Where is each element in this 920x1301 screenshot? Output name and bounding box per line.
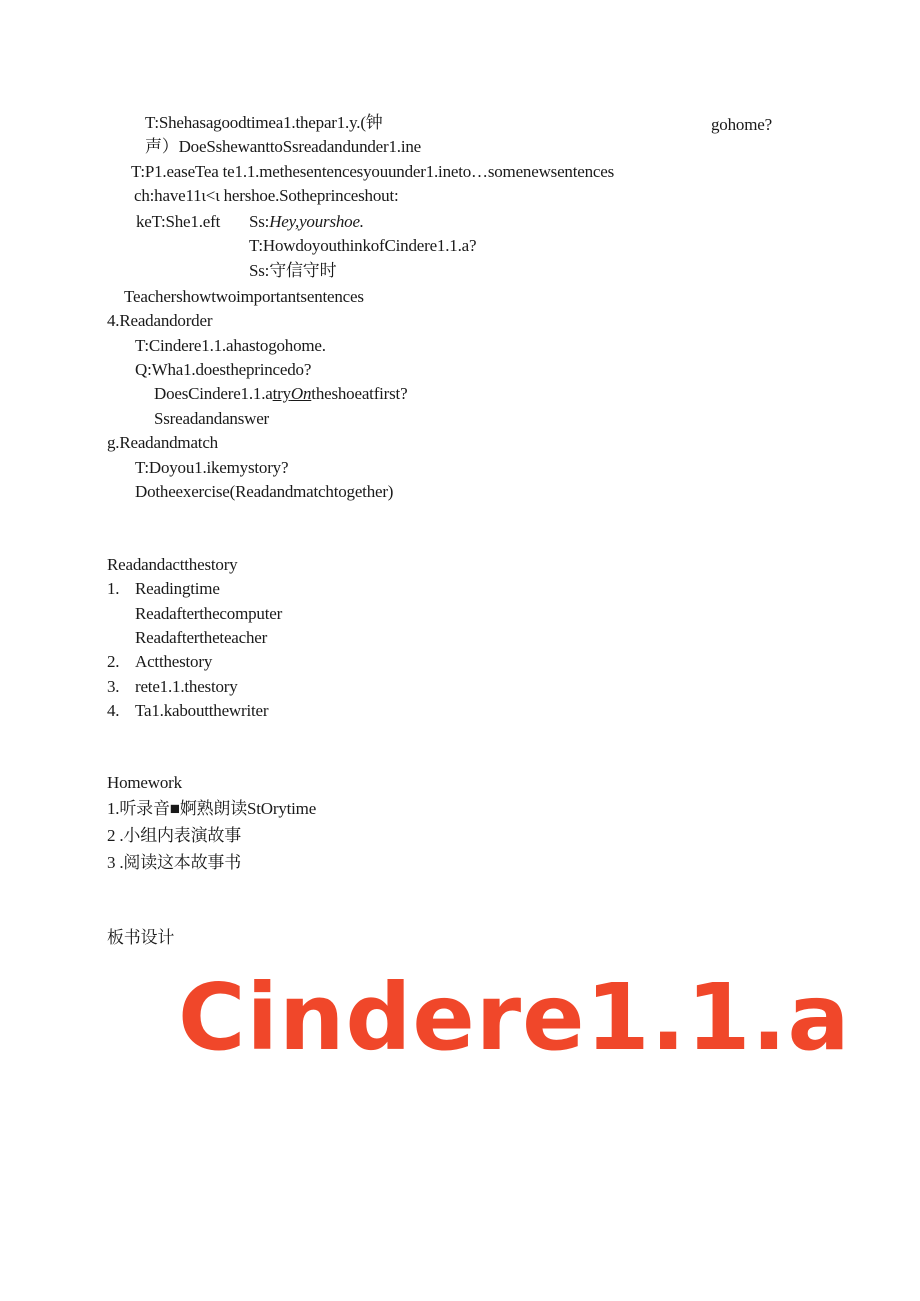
text-line: T:HowdoyouthinkofCindere1.1.a?: [249, 236, 477, 255]
text-line: Dotheexercise(Readandmatchtogether): [135, 482, 394, 501]
underlined-italic-word: On: [290, 384, 312, 403]
section-heading: 板书设计: [107, 928, 175, 947]
speaker-label: Ss:: [249, 212, 270, 231]
text-line: T:Cindere1.1.ahastogohome.: [135, 336, 326, 355]
text-line: ch:have11ι<ι hershoe.Sotheprinceshout:: [134, 186, 399, 205]
text-line: 声）DoeSshewanttoSsreadandunder1.ine: [145, 137, 421, 156]
section-heading: 4.Readandorder: [107, 311, 213, 330]
list-item-text: Readingtime: [135, 579, 220, 598]
list-subitem: Readaftertheteacher: [135, 628, 268, 647]
text-line: DoesCindere1.1.atryOntheshoeatfirst?: [154, 384, 408, 403]
list-subitem: Readafterthecomputer: [135, 604, 283, 623]
text-line: Q:Wha1.doestheprincedo?: [135, 360, 312, 379]
list-item-text: Actthestory: [135, 652, 213, 671]
homework-item: 2 .小组内表演故事: [107, 826, 241, 845]
list-item-text: rete1.1.thestory: [135, 677, 238, 696]
text-line: T:P1.easeTea te1.1.methesentencesyouunder1.ineto…somenewsentences: [131, 162, 614, 181]
text-line: Teachershowtwoimportantsentences: [124, 287, 364, 306]
italic-phrase: Hey,yourshoe.: [269, 212, 364, 231]
list-item: [107, 579, 119, 599]
section-heading: g.Readandmatch: [107, 433, 218, 452]
list-number: 2.: [107, 652, 120, 671]
text-line: gohome?: [711, 115, 772, 134]
homework-item: 1.听录音■婀熟朗读StOrytime: [107, 799, 317, 818]
text-line: keT:She1.eft: [136, 212, 221, 231]
text-line: T:Shehasagoodtimea1.thepar1.y.(钟: [145, 113, 383, 132]
board-title: Cindere1.1.a: [178, 964, 851, 1071]
list-number: 4.: [107, 701, 120, 720]
underlined-word: try: [272, 384, 291, 403]
list-number: 1.: [107, 579, 120, 598]
list-number: 3.: [107, 677, 120, 696]
text-line: T:Doyou1.ikemystory?: [135, 458, 289, 477]
text-line: Ss:守信守时: [249, 261, 337, 280]
section-heading: Readandactthestory: [107, 555, 238, 574]
section-heading: Homework: [107, 773, 182, 792]
text-line: [249, 212, 364, 232]
list-item-text: Ta1.kaboutthewriter: [135, 701, 269, 720]
text-line: Ssreadandanswer: [154, 409, 270, 428]
homework-item: 3 .阅读这本故事书: [107, 853, 241, 872]
